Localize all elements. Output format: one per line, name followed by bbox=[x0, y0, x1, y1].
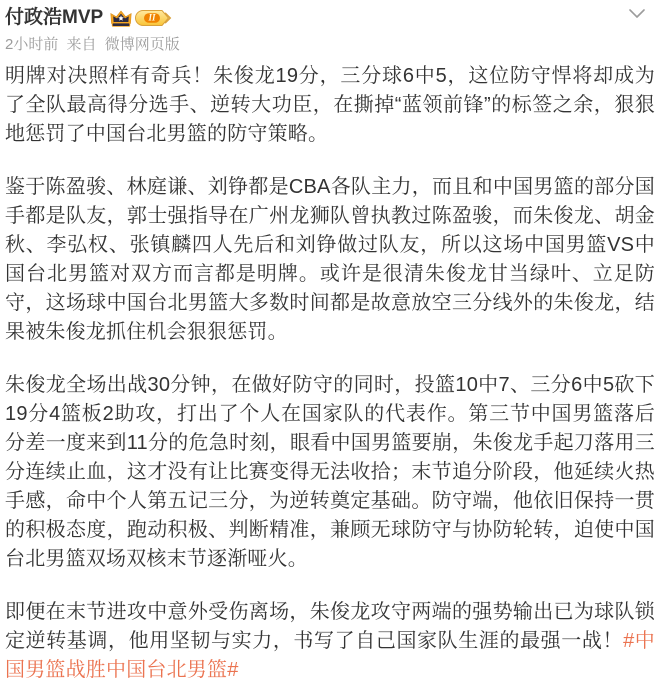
paragraph-2: 鉴于陈盈骏、林庭谦、刘铮都是CBA各队主力，而且和中国男篮的部分国手都是队友，郭士强指导在广州龙狮队曾执教过陈盈骏，而朱俊龙、胡金秋、李弘权、张镇麟四人先后和刘铮做过队友，所以这场中国男篮VS中国台北男篮对双方而言都是明牌。或许是很清朱俊龙甘当绿叶、立足防守，这场球中国台北男篮大多数时间都是故意放空三分线外的朱俊龙，结果被朱俊龙抓住机会狠狠惩罚。 bbox=[5, 176, 655, 343]
paragraph-4 bbox=[5, 598, 655, 685]
source-label: 来自 bbox=[66, 36, 97, 53]
vip-level-badge[interactable] bbox=[134, 9, 174, 27]
paragraph-1: 明牌对决照样有奇兵！朱俊龙19分，三分球6中5，这位防守悍将却成为了全队最高得分选手、逆转大功臣，在撕掉“蓝领前锋”的标签之余，狠狠地惩罚了中国台北男篮的防守策略。 bbox=[5, 65, 655, 145]
vip-level-text: II bbox=[148, 12, 156, 23]
post-timestamp[interactable]: 2小时前 bbox=[5, 36, 59, 53]
post-header bbox=[0, 0, 660, 54]
chevron-down-icon[interactable] bbox=[628, 7, 646, 25]
user-line bbox=[5, 6, 652, 30]
hashtag-link[interactable]: #中国男篮战胜中国台北男篮# bbox=[5, 630, 656, 681]
post-meta bbox=[5, 36, 652, 54]
post-content bbox=[0, 62, 660, 685]
username-link[interactable]: 付政浩MVP bbox=[5, 7, 104, 28]
post-source[interactable]: 微博网页版 bbox=[104, 36, 180, 53]
vip-crown-icon[interactable] bbox=[110, 10, 132, 27]
paragraph-3: 朱俊龙全场出战30分钟，在做好防守的同时，投篮10中7、三分6中5砍下19分4篮板2助攻，打出了个人在国家队的代表作。第三节中国男篮落后分差一度来到11分的危急时刻，眼看中国男篮要崩，朱俊龙手起刀落用三分连续止血，这才没有让比赛变得无法收拾；末节追分阶段，他延续火热手感，命中个人第五记三分，为逆转奠定基础。防守端，他依旧保持一贯的积极态度，跑动积极、判断精准，兼顾无球防守与协防轮转，迫使中国台北男篮双场双核末节逐渐哑火。 bbox=[5, 374, 655, 570]
paragraph-4-text: 即便在末节进攻中意外受伤离场，朱俊龙攻守两端的强势输出已为球队锁定逆转基调，他用坚韧与实力，书写了自己国家队生涯的最强一战！ bbox=[5, 601, 655, 652]
